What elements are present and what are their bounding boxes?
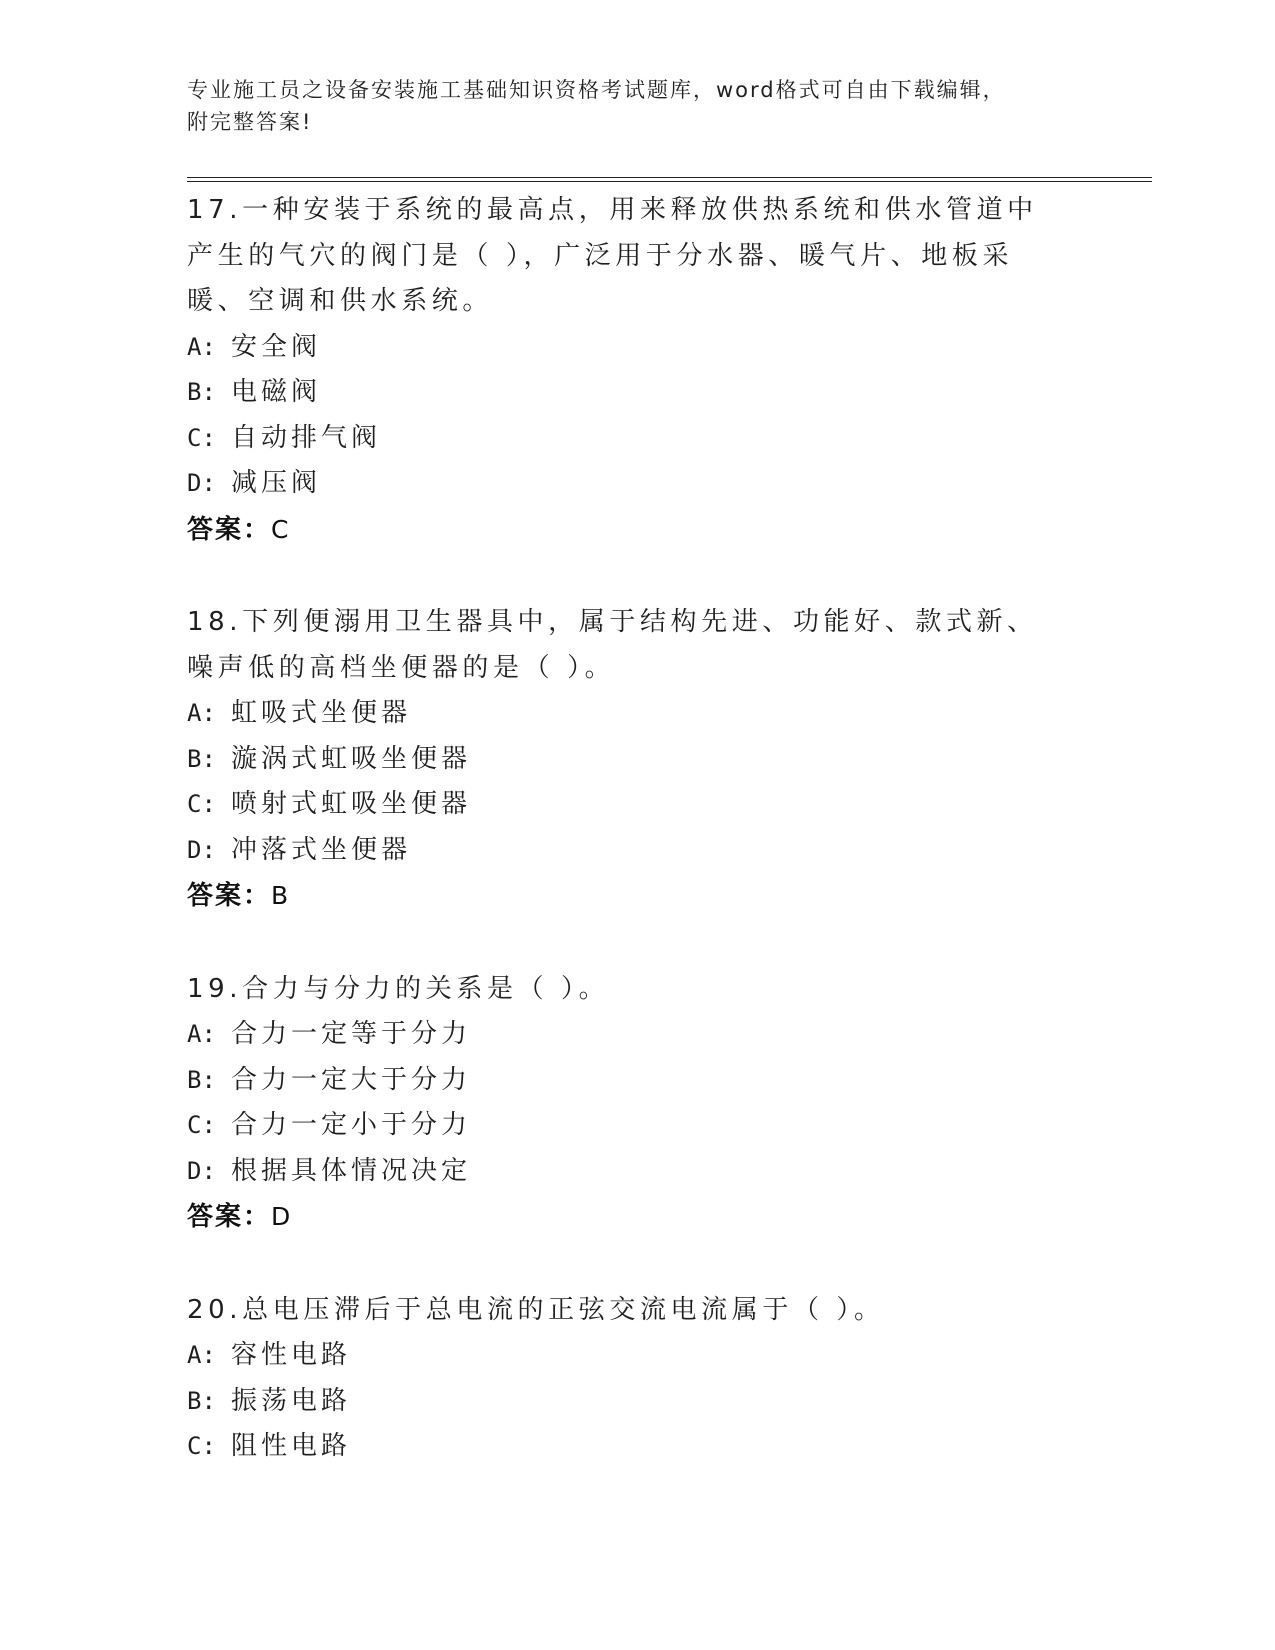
answer-line: [187, 873, 1067, 920]
option-d: [187, 1149, 1067, 1195]
option-letter: A:: [187, 1341, 216, 1369]
answer-line: [187, 1194, 1067, 1241]
option-a: [187, 1012, 1067, 1058]
option-d: [187, 828, 1067, 874]
option-text: 容性电路: [231, 1340, 352, 1370]
question-stem: 20.总电压滞后于总电流的正弦交流电流属于（ ）。: [187, 1294, 885, 1325]
option-letter: C:: [187, 1432, 216, 1460]
option-text: 合力一定等于分力: [231, 1019, 472, 1049]
option-letter: C:: [187, 1111, 216, 1139]
option-text: 漩涡式虹吸坐便器: [231, 743, 472, 774]
option-letter: B:: [187, 378, 216, 406]
question-stem: 18.下列便溺用卫生器具中，属于结构先进、功能好、款式新、噪声低的高档坐便器的是（ ）。: [187, 607, 1038, 683]
option-text: 虹吸式坐便器: [231, 698, 412, 728]
option-text: 自动排气阀: [231, 422, 382, 453]
option-text: 合力一定小于分力: [231, 1110, 472, 1140]
question-17: [187, 188, 1067, 553]
header-line-1: 专业施工员之设备安装施工基础知识资格考试题库，word格式可自由下载编辑，: [187, 78, 1006, 102]
option-letter: C:: [187, 790, 216, 818]
question-stem: 17.一种安装于系统的最高点，用来释放供热系统和供水管道中产生的气穴的阀门是（ ），广泛用于分水器、暖气片、地板采暖、空调和供水系统。: [187, 195, 1038, 316]
option-text: 阻性电路: [231, 1431, 352, 1461]
option-letter: D:: [187, 1156, 216, 1185]
option-text: 合力一定大于分力: [231, 1064, 472, 1095]
option-letter: B:: [187, 1065, 216, 1094]
option-letter: D:: [187, 835, 216, 864]
question-stem: 19.合力与分力的关系是（ ）。: [187, 973, 610, 1004]
answer-value: B: [271, 881, 290, 910]
option-d: [187, 461, 1067, 507]
option-letter: D:: [187, 469, 216, 497]
document-header: [187, 74, 1067, 138]
answer-label: 答案：: [187, 881, 272, 911]
option-b: [187, 370, 1067, 416]
option-a: [187, 325, 1067, 371]
option-letter: A:: [187, 699, 216, 727]
question-list: [187, 188, 1067, 1517]
option-text: 振荡电路: [231, 1385, 352, 1416]
header-line-2: 附完整答案!: [187, 110, 313, 134]
option-b: [187, 737, 1067, 783]
option-b: [187, 1058, 1067, 1104]
answer-value: D: [271, 1202, 292, 1231]
option-c: [187, 416, 1067, 462]
option-text: 冲落式坐便器: [231, 834, 412, 865]
option-text: 喷射式虹吸坐便器: [231, 789, 472, 819]
question-20: [187, 1288, 1067, 1470]
option-letter: C:: [187, 423, 216, 452]
answer-label: 答案：: [187, 1202, 272, 1232]
question-18: [187, 600, 1067, 920]
answer-label: 答案：: [187, 514, 272, 545]
option-letter: A:: [187, 332, 216, 361]
option-letter: B:: [187, 1386, 216, 1415]
option-a: [187, 1333, 1067, 1379]
option-c: [187, 1424, 1067, 1470]
question-19: [187, 967, 1067, 1241]
option-text: 电磁阀: [231, 377, 322, 407]
answer-value: C: [271, 514, 290, 544]
header-divider-top: [187, 177, 1152, 178]
option-text: 减压阀: [231, 468, 322, 498]
answer-line: [187, 507, 1067, 554]
option-c: [187, 1103, 1067, 1149]
header-divider-bottom: [187, 181, 1152, 182]
option-letter: A:: [187, 1020, 216, 1048]
option-b: [187, 1379, 1067, 1425]
option-text: 根据具体情况决定: [231, 1155, 472, 1186]
option-a: [187, 691, 1067, 737]
option-text: 安全阀: [231, 331, 322, 362]
option-letter: B:: [187, 744, 216, 773]
option-c: [187, 782, 1067, 828]
